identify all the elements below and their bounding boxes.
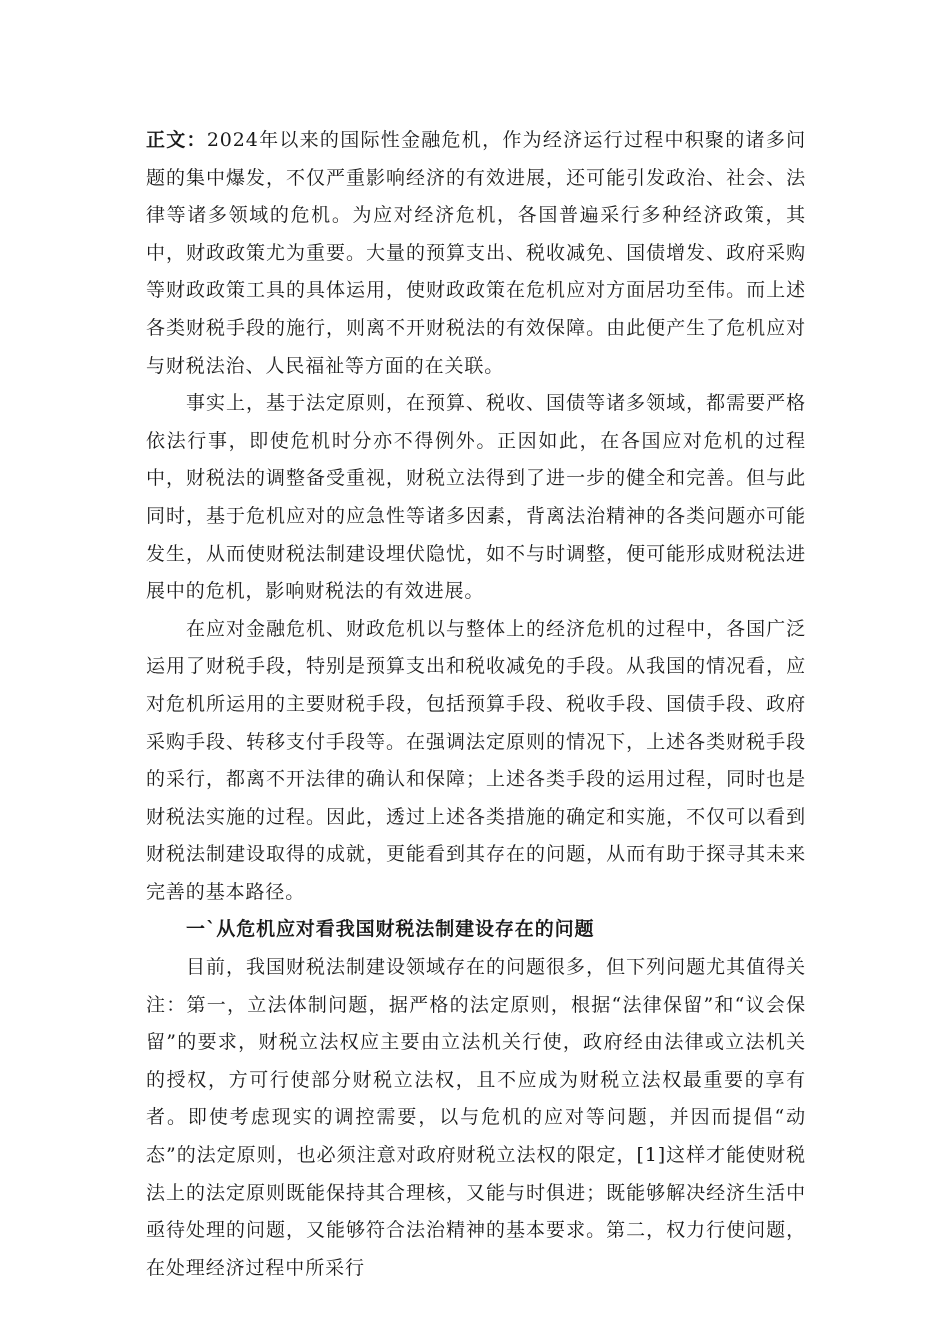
body-paragraph-2: 事实上，基于法定原则，在预算、税收、国债等诸多领域，都需要严格依法行事，即使危机时分亦不得例外。正因如此，在各国应对危机的过程中，财税法的调整备受重视，财税立法得到了进一步的健全和完善。但与此同时，基于危机应对的应急性等诸多因素，背离法治精神的各类问题亦可能发生，从而使财税法制建设埋伏隐忧，如不与时调整，便可能形成财税法进展中的危机，影响财税法的有效进展。 xyxy=(146,392,806,603)
intro-paragraph xyxy=(146,122,806,385)
section-paragraph: 目前，我国财税法制建设领域存在的问题很多，但下列问题尤其值得关注：第一，立法体制问题，据严格的法定原则，根据“法律保留”和“议会保留”的要求，财税立法权应主要由立法机关行使，政府经由法律或立法机关的授权，方可行使部分财税立法权，且不应成为财税立法权最重要的享有者。即使考虑现实的调控需要，以与危机的应对等问题，并因而提倡“动态”的法定原则，也必须注意对政府财税立法权的限定，[1]这样才能使财税法上的法定原则既能保持其合理核，又能与时俱进；既能够解决经济生活中亟待处理的问题，又能够符合法治精神的基本要求。第二，权力行使问题，在处理经济过程中所采行 xyxy=(146,956,806,1279)
intro-paragraph-text: 2024年以来的国际性金融危机，作为经济运行过程中积聚的诸多问题的集中爆发，不仅严重影响经济的有效进展，还可能引发政治、社会、法律等诸多领域的危机。为应对经济危机，各国普遍采行多种经济政策，其中，财政政策尤为重要。大量的预算支出、税收减免、国债增发、政府采购等财政政策工具的具体运用，使财政政策在危机应对方面居功至伟。而上述各类财税手段的施行，则离不开财税法的有效保障。由此便产生了危机应对与财税法治、人民福祉等方面的在关联。 xyxy=(146,129,806,377)
document-body xyxy=(146,122,806,1287)
body-paragraph-3: 在应对金融危机、财政危机以与整体上的经济危机的过程中，各国广泛运用了财税手段，特别是预算支出和税收减免的手段。从我国的情况看，应对危机所运用的主要财税手段，包括预算手段、税收手段、国债手段、政府采购手段、转移支付手段等。在强调法定原则的情况下，上述各类财税手段的采行，都离不开法律的确认和保障；上述各类手段的运用过程，同时也是财税法实施的过程。因此，透过上述各类措施的确定和实施，不仅可以看到财税法制建设取得的成就，更能看到其存在的问题，从而有助于探寻其未来完善的基本路径。 xyxy=(146,617,806,903)
intro-label: 正文： xyxy=(146,129,207,151)
section-heading: 一`从危机应对看我国财税法制建设存在的问题 xyxy=(186,918,595,941)
